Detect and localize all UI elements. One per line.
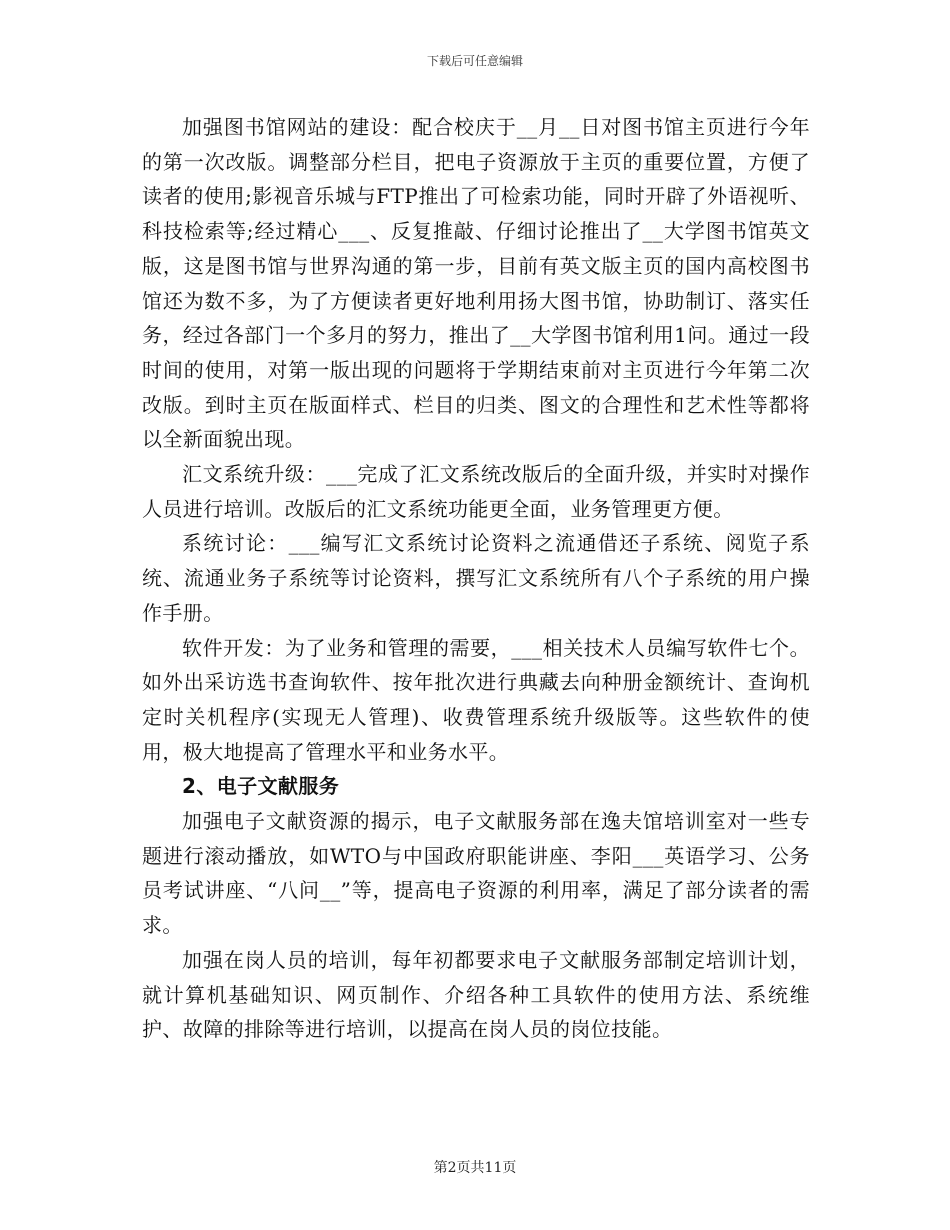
document-body	[142, 110, 810, 1047]
paragraph-staff-training: 加强在岗人员的培训，每年初都要求电子文献服务部制定培训计划，就计算机基础知识、网页制作、介绍各种工具软件的使用方法、系统维护、故障的排除等进行培训，以提高在岗人员的岗位技能。	[142, 947, 810, 1042]
paragraph-resource-promotion: 加强电子文献资源的揭示，电子文献服务部在逸夫馆培训室对一些专题进行滚动播放，如WTO与中国政府职能讲座、李阳___英语学习、公务员考试讲座、“八问__”等，提高电子资源的利用率，满足了部分读者的需求。	[142, 809, 810, 938]
paragraph-software-development: 软件开发：为了业务和管理的需要，___相关技术人员编写软件七个。如外出采访选书查询软件、按年批次进行典藏去向种册金额统计、查询机定时关机程序(实现无人管理)、收费管理系统升级版等。这些软件的使用，极大地提高了管理水平和业务水平。	[142, 635, 810, 764]
paragraph-system-discussion: 系统讨论：___编写汇文系统讨论资料之流通借还子系统、阅览子系统、流通业务子系统等讨论资料，撰写汇文系统所有八个子系统的用户操作手册。	[142, 531, 810, 625]
paragraph-website: 加强图书馆网站的建设：配合校庆于__月__日对图书馆主页进行今年的第一次改版。调整部分栏目，把电子资源放于主页的重要位置，方便了读者的使用;影视音乐城与FTP推出了可检索功能，同时开辟了外语视听、科技检索等;经过精心___、反复推敲、仔细讨论推出了__大学图书馆英文版，这是图书馆与世界沟通的第一步，目前有英文版主页的国内高校图书馆还为数不多，为了方便读者更好地利用扬大图书馆，协助制订、落实任务，经过各部门一个多月的努力，推出了__大学图书馆利用1问。通过一段时间的使用，对第一版出现的问题将于学期结束前对主页进行今年第二次改版。到时主页在版面样式、栏目的归类、图文的合理性和艺术性等都将以全新面貌出现。	[142, 115, 810, 452]
paragraph-system-upgrade: 汇文系统升级：___完成了汇文系统改版后的全面升级，并实时对操作人员进行培训。改版后的汇文系统功能更全面，业务管理更方便。	[142, 462, 810, 521]
page-header: 下载后可任意编辑	[426, 54, 523, 68]
page-footer: 第2页共11页	[433, 1160, 517, 1176]
section-heading: 2、电子文献服务	[182, 774, 340, 799]
